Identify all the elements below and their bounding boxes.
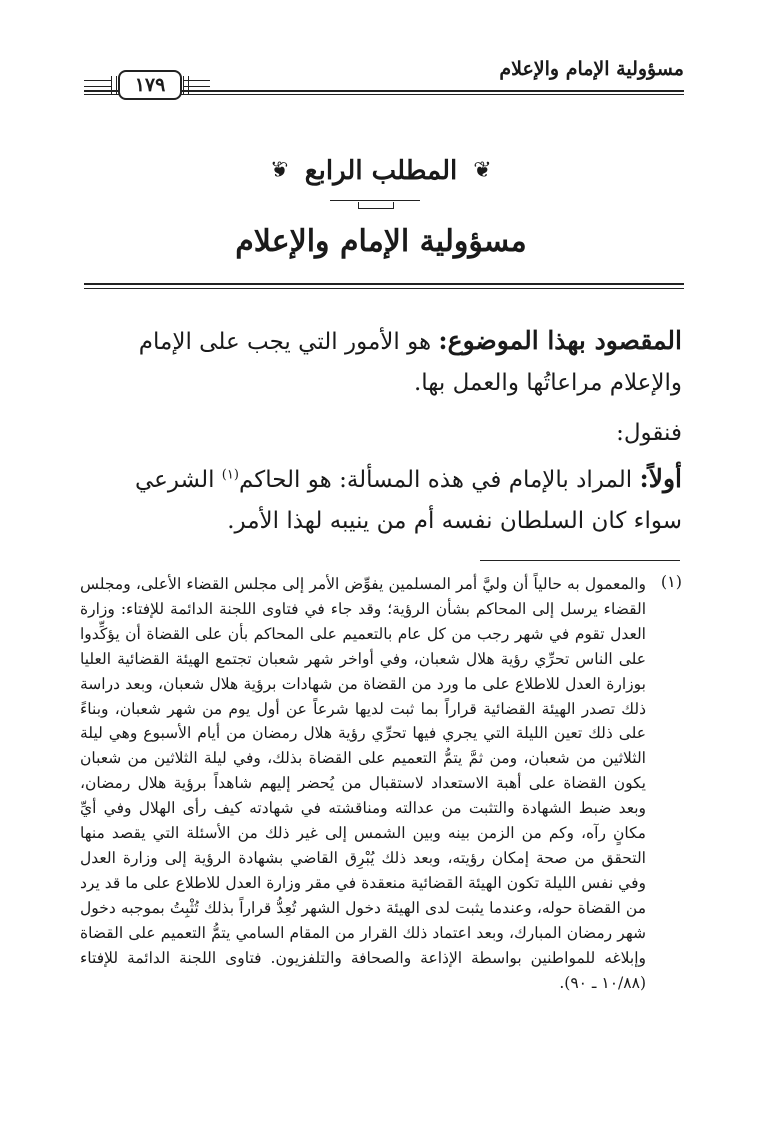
title-rule-thin [84, 288, 684, 289]
section-label: المطلب الرابع [304, 156, 458, 186]
paragraph-3-text: المراد بالإمام في هذه المسألة: هو الحاكم [238, 467, 633, 493]
section-underline-ornament [330, 200, 420, 206]
paragraph-3-text-end: الشرعي [134, 467, 215, 493]
footnote-text: والمعمول به حالياً أن وليَّ أمر المسلمين يفوِّض الأمر إلى مجلس القضاء الأعلى، ومجلس القضاء يرسل إلى المحاكم بشأن الرؤية؛ وقد جاء في فتاوى اللجنة الدائمة للإفتاء: وزارة العدل تقوم في شهر رجب من كل عام بالتعميم على المحاكم بأن على القضاة أن يؤكِّدوا على الناس تحرِّي رؤية هلال شعبان، وفي أواخر شهر شعبان تجتمع الهيئة القضائية العليا بوزارة العدل للاطلاع على ما ورد من القضاة من شهادات برؤية هلال شعبان، وبعد دراسة ذلك تصدر الهيئة القضائية قراراً بما ثبت لديها شرعاً عن أول يوم من شهر شعبان، وبناءً على ذلك تعين الليلة التي يجري فيها تحرِّي رؤية هلال رمضان من أيام الأسبوع وهي ليلة الثلاثين من شعبان، ومن ثمَّ يتمُّ التعميم على القضاة بذلك، وفي ليلة الثلاثين من شعبان يكون القضاة على أهبة الاستعداد لاستقبال من يُحضر إليهم شاهداً برؤية هلال رمضان، وبعد ضبط الشهادة والتثبت من عدالته ومناقشته في شهادته كيف رأى الهلال وفي أيِّ مكانٍ رآه، وكم من الزمن بينه وبين الشمس إلى غير ذلك من الأسئلة التي يقصد منها التحقق من صحة إمكان رؤيته، وبعد ذلك يُبْرِق القاضي بشهادة الرؤية إلى وزارة العدل وفي نفس الليلة تكون الهيئة القضائية منعقدة في مقر وزارة العدل للاطلاع على ما قد يرد من القضاة حوله، وعندما يثبت لدى الهيئة دخول الشهر تُعِدُّ قراراً بذلك تُثْبِتُ بموجبه دخول شهر رمضان المبارك، وبعد اعتماد ذلك القرار من المقام السامي يتمُّ التعميم على القضاة وإبلاغه للمواطنين بواسطة الإذاعة والصحافة والتلفزيون. فتاوى اللجنة الدائمة للإفتاء (١٠/٨٨ ـ ٩٠). [80, 575, 646, 992]
leaf-ornament-icon: ❦ [473, 158, 492, 183]
paragraph-1-line-2: والإعلام مراعاتُها والعمل بها. [413, 370, 682, 396]
paragraph-1-lead: المقصود بهذا الموضوع: [438, 326, 682, 355]
paragraph-3-line-2: سواء كان السلطان نفسه أم من ينيبه لهذا الأمر. [227, 508, 682, 534]
page-number-ornament-left [84, 80, 112, 87]
page-number: ١٧٩ [118, 70, 182, 100]
footnote-number: (١) [660, 572, 682, 591]
section-heading [0, 156, 762, 186]
chapter-title: مسؤولية الإمام والإعلام [235, 224, 527, 259]
footnote-reference[interactable]: (١) [221, 467, 239, 483]
paragraph-3-lead: أولاً: [639, 464, 682, 493]
running-header-title: مسؤولية الإمام والإعلام [499, 58, 684, 80]
paragraph-1-line-1 [139, 326, 682, 355]
title-rule [84, 283, 684, 285]
paragraph-3-line-1 [135, 464, 682, 493]
leaf-ornament-icon: ❦ [270, 158, 289, 183]
paragraph-1-text: هو الأمور التي يجب على الإمام [138, 329, 432, 355]
footnote-separator [480, 560, 680, 561]
paragraph-2: فنقول: [616, 420, 682, 446]
